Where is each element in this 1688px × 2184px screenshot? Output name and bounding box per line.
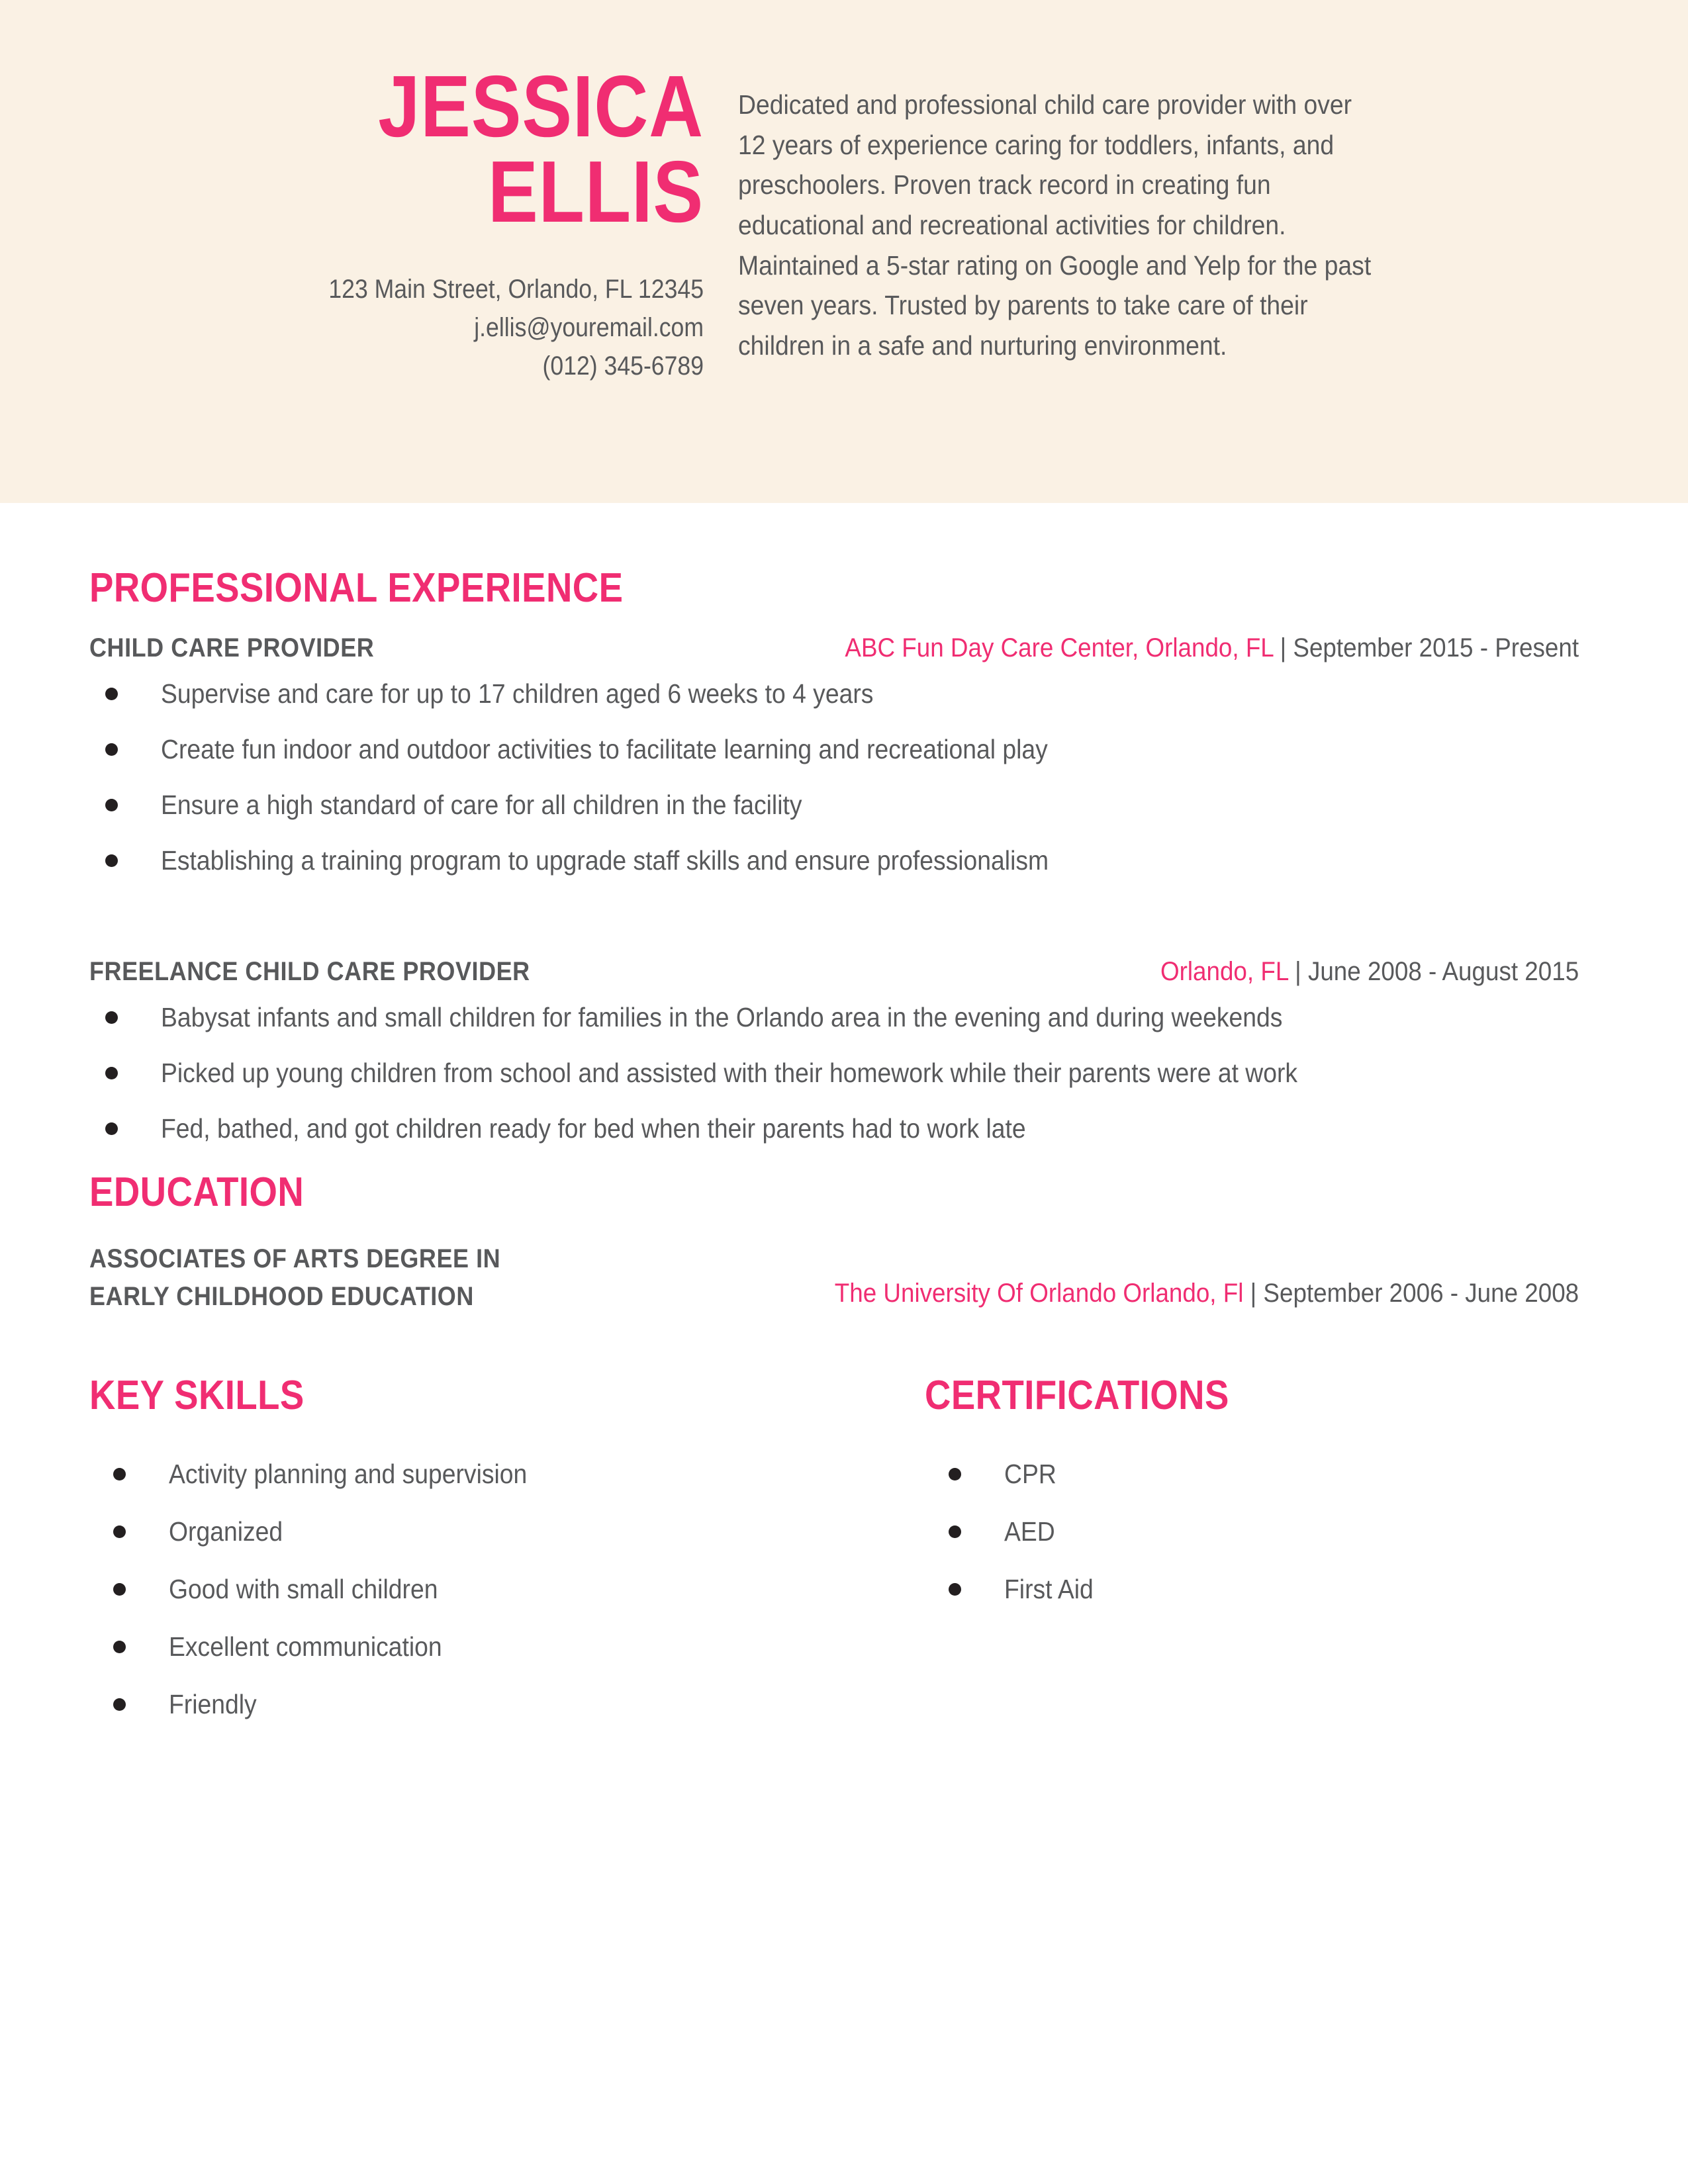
skill-text: Excellent communication [169,1631,442,1662]
certification-text: First Aid [1004,1573,1094,1604]
contact-phone[interactable]: (012) 345-6789 [542,351,704,381]
list-item [89,1573,925,1604]
section-title-key-skills: KEY SKILLS [89,1372,305,1418]
identity-block [103,58,738,503]
job-meta [1160,957,1579,987]
job-title: FREELANCE CHILD CARE PROVIDER [89,957,530,987]
list-item [89,680,1585,707]
list-item [89,1060,1585,1087]
section-spacer [89,903,1585,933]
skill-text: Organized [169,1516,283,1547]
job-header [89,957,1579,987]
job-dates: September 2015 - Present [1293,633,1579,663]
list-item [89,1633,925,1661]
last-name: ELLIS [488,142,704,240]
bullet-text: Ensure a high standard of care for all children in the facility [161,790,802,821]
key-skills-column [89,1374,925,1749]
job-title: CHILD CARE PROVIDER [89,633,375,663]
list-item [89,1458,925,1489]
bullet-text: Establishing a training program to upgrade staff skills and ensure professionalism [161,845,1049,876]
header-band [0,0,1688,503]
skill-text: Good with small children [169,1573,438,1604]
list-item [89,1004,1585,1031]
education-separator: | [1243,1279,1264,1308]
list-item [925,1458,1620,1489]
certification-text: AED [1004,1516,1055,1547]
professional-summary: Dedicated and professional child care provider with over 12 years of experience caring for toddlers, infants, and preschoolers. Proven track record in creating fun educational and recreational activities for children. Maintained a 5-star rating on Google and Yelp for the past seven years. Trusted by parents to take care of their children in a safe and nurturing environment. [738,89,1372,361]
key-skills-list [89,1458,925,1719]
skill-text: Friendly [169,1688,257,1719]
section-title-education: EDUCATION [89,1169,305,1216]
job-organization: Orlando, FL [1160,957,1288,987]
list-item [925,1573,1620,1604]
bullet-text: Babysat infants and small children for families in the Orlando area in the evening and during weekends [161,1002,1283,1033]
section-title-certifications: CERTIFICATIONS [925,1372,1229,1418]
list-item [89,736,1585,763]
job-separator: | [1273,633,1293,663]
job-header [89,633,1579,663]
education-degree [89,1240,500,1316]
bullet-text: Supervise and care for up to 17 children aged 6 weeks to 4 years [161,678,874,709]
list-item [89,847,1585,874]
bullet-text: Picked up young children from school and assisted with their homework while their parents were at work [161,1058,1298,1089]
header-content [0,0,1688,503]
first-name: JESSICA [378,58,704,155]
certifications-column [925,1374,1620,1749]
education-entry [89,1240,1579,1316]
bullet-text: Create fun indoor and outdoor activities to facilitate learning and recreational play [161,734,1048,765]
job-bullets [89,1004,1585,1142]
contact-email[interactable]: j.ellis@youremail.com [474,312,704,342]
list-item [89,1115,1585,1142]
job-meta [845,633,1579,663]
list-item [89,1688,925,1719]
education-institution: The University Of Orlando Orlando, Fl [834,1279,1244,1308]
list-item [89,1518,925,1545]
certification-text: CPR [1004,1458,1056,1489]
bullet-text: Fed, bathed, and got children ready for bed when their parents had to work late [161,1113,1026,1144]
education-meta [835,1279,1579,1308]
contact-address: 123 Main Street, Orlando, FL 12345 [328,274,704,304]
skills-certifications-row [89,1374,1625,1749]
job-dates: June 2008 - August 2015 [1307,957,1579,987]
education-degree-line-1: ASSOCIATES OF ARTS DEGREE IN [89,1244,501,1274]
education-dates: September 2006 - June 2008 [1263,1279,1579,1308]
job-organization: ABC Fun Day Care Center, Orlando, FL [845,633,1274,663]
resume-body [0,503,1688,1749]
certifications-list [925,1458,1620,1604]
skill-text: Activity planning and supervision [169,1458,528,1489]
section-title-experience: PROFESSIONAL EXPERIENCE [89,565,624,611]
job-bullets [89,680,1585,874]
summary-block [738,66,1400,503]
list-item [89,792,1585,819]
list-item [925,1518,1620,1545]
education-degree-line-2: EARLY CHILDHOOD EDUCATION [89,1281,474,1311]
job-separator: | [1288,957,1308,987]
contact-block [169,270,704,385]
